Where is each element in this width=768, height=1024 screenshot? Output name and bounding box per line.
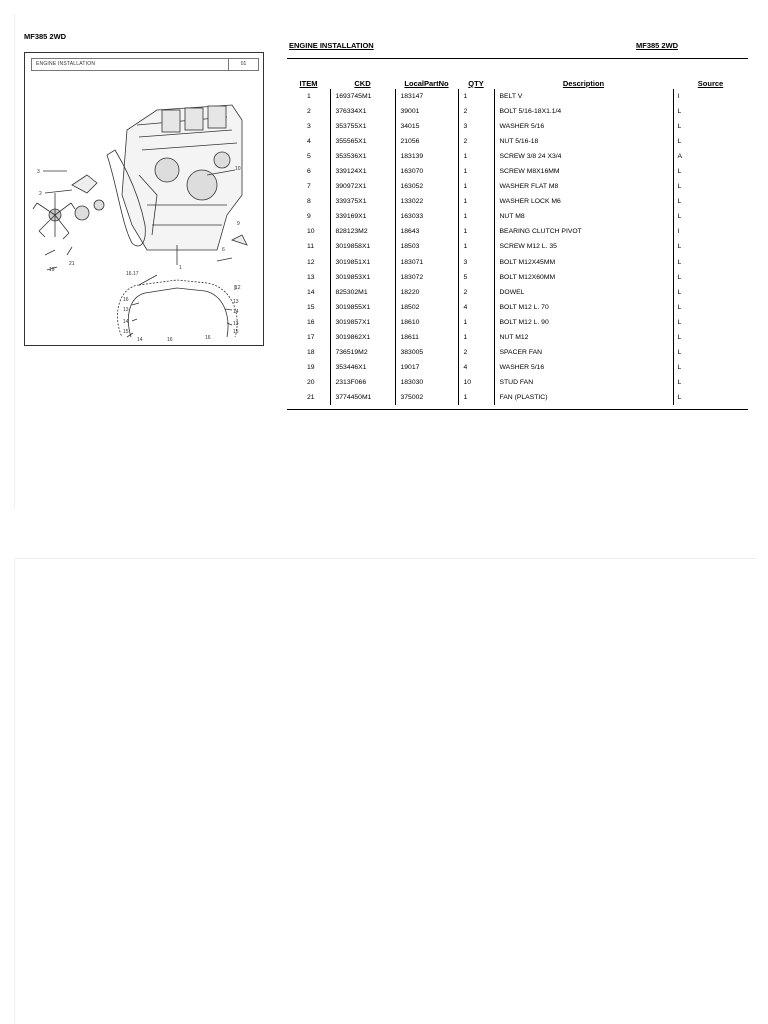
local-part-no-cell: 183030	[395, 375, 458, 390]
source-cell: A	[673, 149, 748, 164]
local-part-no-cell: 19017	[395, 360, 458, 375]
ckd-cell: 736519M2	[330, 345, 395, 360]
qty-cell: 1	[458, 89, 494, 104]
description-cell: SPACER FAN	[494, 345, 673, 360]
ckd-cell: 339375X1	[330, 194, 395, 209]
item-cell: 19	[307, 363, 315, 371]
svg-text:10: 10	[235, 166, 241, 172]
ckd-cell: 376334X1	[330, 104, 395, 119]
svg-text:16: 16	[123, 297, 129, 303]
source-cell: I	[673, 224, 748, 239]
qty-cell: 1	[458, 164, 494, 179]
table-row	[287, 89, 748, 104]
table-row	[287, 119, 748, 134]
source-cell: L	[673, 270, 748, 285]
table-row	[287, 149, 748, 164]
table-row	[287, 330, 748, 345]
ckd-cell: 3019858X1	[330, 239, 395, 254]
description-cell: SCREW M12 L. 35	[494, 239, 673, 254]
column-header-local-part-no: LocalPartNo	[404, 78, 449, 88]
description-cell: BOLT 5/16-18X1.1/4	[494, 104, 673, 119]
table-row	[287, 345, 748, 360]
description-cell: NUT 5/16-18	[494, 134, 673, 149]
ckd-cell: 3019862X1	[330, 330, 395, 345]
ckd-cell: 3019855X1	[330, 300, 395, 315]
source-cell: L	[673, 194, 748, 209]
table-row	[287, 270, 748, 285]
local-part-no-cell: 18220	[395, 285, 458, 300]
engine-illustration	[27, 75, 263, 343]
local-part-no-cell: 163070	[395, 164, 458, 179]
qty-cell: 3	[458, 255, 494, 270]
ckd-cell: 339169X1	[330, 209, 395, 224]
ckd-cell: 353446X1	[330, 360, 395, 375]
item-cell: 14	[307, 288, 315, 296]
ckd-cell: 2313F066	[330, 375, 395, 390]
table-row	[287, 134, 748, 149]
item-cell: 5	[307, 153, 311, 161]
item-cell: 7	[307, 183, 311, 191]
description-cell: SCREW 3/8 24 X3/4	[494, 149, 673, 164]
qty-cell: 1	[458, 194, 494, 209]
qty-cell: 4	[458, 300, 494, 315]
ckd-cell: 355565X1	[330, 134, 395, 149]
local-part-no-cell: 21056	[395, 134, 458, 149]
description-cell: WASHER LOCK M6	[494, 194, 673, 209]
description-cell: NUT M12	[494, 330, 673, 345]
source-cell: L	[673, 345, 748, 360]
source-cell: L	[673, 360, 748, 375]
table-row	[287, 285, 748, 300]
ckd-cell: 3774450M1	[330, 390, 395, 405]
item-cell: 2	[307, 108, 311, 116]
table-row	[287, 194, 748, 209]
svg-text:16: 16	[205, 335, 211, 341]
item-cell: 3	[307, 123, 311, 131]
source-cell: L	[673, 239, 748, 254]
section-title: ENGINE INSTALLATION	[289, 41, 374, 50]
description-cell: BELT V	[494, 89, 673, 104]
source-cell: L	[673, 375, 748, 390]
local-part-no-cell: 375002	[395, 390, 458, 405]
svg-text:19: 19	[49, 267, 55, 273]
svg-text:16.17: 16.17	[126, 271, 139, 277]
qty-cell: 4	[458, 360, 494, 375]
ckd-cell: 3019853X1	[330, 270, 395, 285]
table-row	[287, 360, 748, 375]
local-part-no-cell: 18643	[395, 224, 458, 239]
table-row	[287, 300, 748, 315]
model-header: MF385 2WD	[636, 41, 679, 50]
table-row	[287, 224, 748, 239]
qty-cell: 5	[458, 270, 494, 285]
ckd-cell: 1693745M1	[330, 89, 395, 104]
svg-text:14: 14	[137, 337, 143, 343]
description-cell: BOLT M12X60MM	[494, 270, 673, 285]
ckd-cell: 353755X1	[330, 119, 395, 134]
document-page-2	[14, 558, 756, 1024]
ckd-cell: 339124X1	[330, 164, 395, 179]
description-cell: DOWEL	[494, 285, 673, 300]
source-cell: L	[673, 315, 748, 330]
description-cell: SCREW M8X16MM	[494, 164, 673, 179]
column-header-qty: QTY	[468, 78, 484, 88]
item-cell: 21	[307, 393, 315, 401]
description-cell: NUT M8	[494, 209, 673, 224]
qty-cell: 2	[458, 104, 494, 119]
svg-text:2: 2	[39, 191, 42, 197]
ckd-cell: 3019851X1	[330, 255, 395, 270]
source-cell: L	[673, 119, 748, 134]
source-cell: L	[673, 179, 748, 194]
item-cell: 15	[307, 303, 315, 311]
item-cell: 17	[307, 333, 315, 341]
qty-cell: 1	[458, 224, 494, 239]
item-cell: 4	[307, 138, 311, 146]
figure-caption-box	[31, 58, 259, 71]
table-row	[287, 375, 748, 390]
model-title: MF385 2WD	[24, 32, 67, 41]
local-part-no-cell: 183072	[395, 270, 458, 285]
item-cell: 20	[307, 378, 315, 386]
source-cell: L	[673, 104, 748, 119]
local-part-no-cell: 163052	[395, 179, 458, 194]
item-cell: 10	[307, 228, 315, 236]
table-row	[287, 179, 748, 194]
svg-text:16: 16	[167, 337, 173, 343]
local-part-no-cell: 18503	[395, 239, 458, 254]
description-cell: BOLT M12X45MM	[494, 255, 673, 270]
parts-table-body	[287, 89, 748, 405]
description-cell: FAN (PLASTIC)	[494, 390, 673, 405]
qty-cell: 1	[458, 149, 494, 164]
table-row	[287, 315, 748, 330]
source-cell: L	[673, 390, 748, 405]
item-cell: 16	[307, 318, 315, 326]
svg-text:13: 13	[123, 307, 129, 313]
svg-text:1: 1	[179, 265, 182, 271]
item-cell: 13	[307, 273, 315, 281]
source-cell: L	[673, 164, 748, 179]
svg-text:21: 21	[69, 261, 75, 267]
svg-text:13: 13	[233, 321, 239, 327]
description-cell: BEARING CLUTCH PIVOT	[494, 224, 673, 239]
source-cell: L	[673, 300, 748, 315]
table-row	[287, 255, 748, 270]
local-part-no-cell: 18502	[395, 300, 458, 315]
svg-text:15: 15	[123, 329, 129, 335]
table-row	[287, 239, 748, 254]
local-part-no-cell: 383005	[395, 345, 458, 360]
item-cell: 1	[307, 93, 311, 101]
source-cell: L	[673, 134, 748, 149]
item-cell: 11	[307, 243, 315, 251]
figure-caption-number: 01	[228, 59, 258, 70]
svg-text:14: 14	[123, 319, 129, 325]
description-cell: BOLT M12 L. 70	[494, 300, 673, 315]
svg-text:12: 12	[235, 285, 241, 291]
local-part-no-cell: 163033	[395, 209, 458, 224]
source-cell: L	[673, 285, 748, 300]
svg-text:14: 14	[233, 309, 239, 315]
parts-table	[287, 77, 748, 405]
description-cell: STUD FAN	[494, 375, 673, 390]
table-header-row	[287, 77, 748, 89]
source-cell: L	[673, 255, 748, 270]
table-row	[287, 164, 748, 179]
local-part-no-cell: 39001	[395, 104, 458, 119]
qty-cell: 1	[458, 390, 494, 405]
qty-cell: 1	[458, 330, 494, 345]
item-cell: 8	[307, 198, 311, 206]
local-part-no-cell: 183071	[395, 255, 458, 270]
column-header-item: ITEM	[299, 78, 318, 88]
svg-text:6: 6	[222, 247, 225, 253]
source-cell: I	[673, 89, 748, 104]
table-row	[287, 209, 748, 224]
description-cell: WASHER 5/16	[494, 360, 673, 375]
engine-diagram-figure	[24, 52, 264, 346]
ckd-cell: 3019857X1	[330, 315, 395, 330]
svg-text:3: 3	[37, 169, 40, 175]
svg-text:15: 15	[233, 329, 239, 335]
ckd-cell: 353536X1	[330, 149, 395, 164]
description-cell: WASHER 5/16	[494, 119, 673, 134]
qty-cell: 1	[458, 315, 494, 330]
source-cell: L	[673, 330, 748, 345]
qty-cell: 2	[458, 345, 494, 360]
qty-cell: 3	[458, 119, 494, 134]
local-part-no-cell: 133022	[395, 194, 458, 209]
svg-text:9: 9	[237, 221, 240, 227]
qty-cell: 10	[458, 375, 494, 390]
table-row	[287, 390, 748, 405]
item-cell: 9	[307, 213, 311, 221]
local-part-no-cell: 18611	[395, 330, 458, 345]
qty-cell: 1	[458, 209, 494, 224]
column-header-description: Description	[562, 78, 605, 88]
table-row	[287, 104, 748, 119]
local-part-no-cell: 183147	[395, 89, 458, 104]
description-cell: BOLT M12 L. 90	[494, 315, 673, 330]
local-part-no-cell: 18610	[395, 315, 458, 330]
figure-caption-title: ENGINE INSTALLATION	[36, 61, 96, 67]
fan-drawing	[33, 193, 75, 239]
column-header-ckd: CKD	[354, 78, 371, 88]
item-cell: 18	[307, 348, 315, 356]
local-part-no-cell: 183139	[395, 149, 458, 164]
qty-cell: 2	[458, 134, 494, 149]
local-part-no-cell: 34015	[395, 119, 458, 134]
parts-table-container	[287, 58, 748, 410]
source-cell: L	[673, 209, 748, 224]
ckd-cell: 828123M2	[330, 224, 395, 239]
item-cell: 6	[307, 168, 311, 176]
svg-text:13: 13	[233, 299, 239, 305]
qty-cell: 1	[458, 179, 494, 194]
column-header-source: Source	[697, 78, 724, 88]
qty-cell: 2	[458, 285, 494, 300]
ckd-cell: 390972X1	[330, 179, 395, 194]
item-cell: 12	[307, 258, 315, 266]
qty-cell: 1	[458, 239, 494, 254]
ckd-cell: 825302M1	[330, 285, 395, 300]
description-cell: WASHER FLAT M8	[494, 179, 673, 194]
